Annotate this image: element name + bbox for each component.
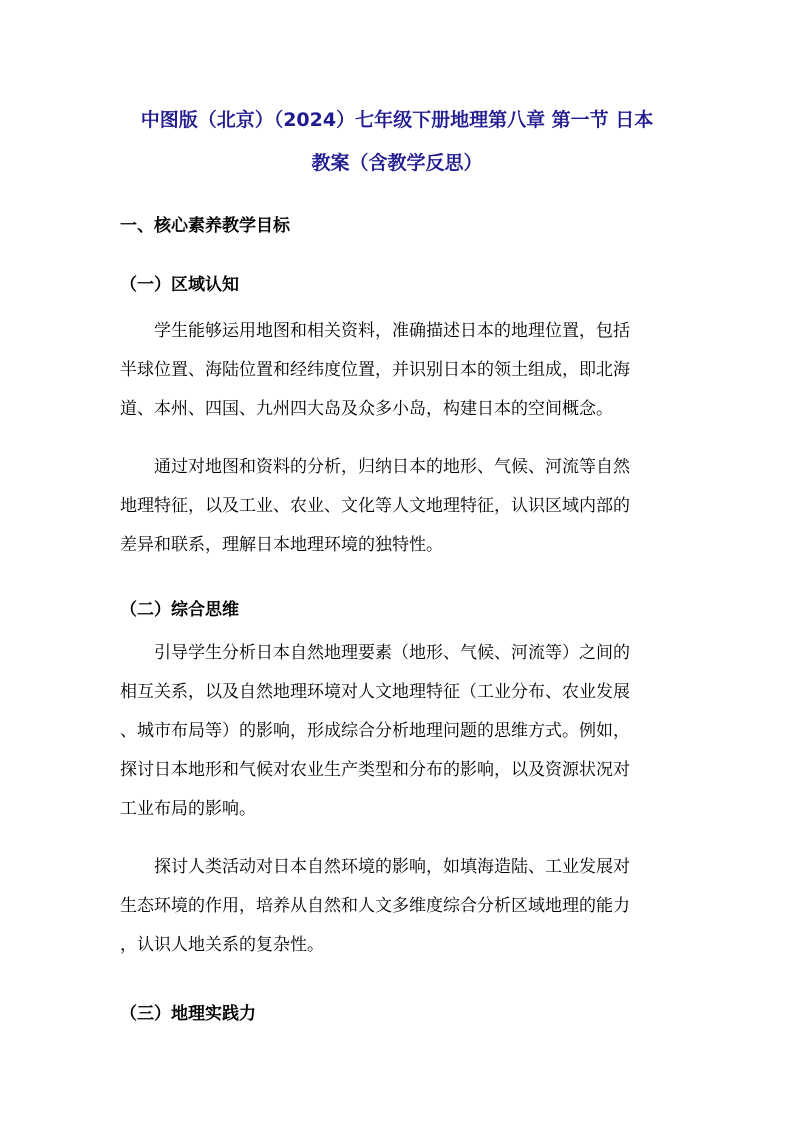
subsection-heading-practice-ability: （三）地理实践力 xyxy=(120,1004,256,1024)
paragraph-line: ，认识人地关系的复杂性。 xyxy=(120,935,324,955)
paragraph-line: 探讨人类活动对日本自然环境的影响，如填海造陆、工业发展对 xyxy=(120,857,630,877)
paragraph-line: 差异和联系，理解日本地理环境的独特性。 xyxy=(120,535,443,555)
paragraph-regional-cognition-1 xyxy=(120,312,676,429)
paragraph-line: 相互关系，以及自然地理环境对人文地理特征（工业分布、农业发展 xyxy=(120,682,630,702)
paragraph-line: 地理特征，以及工业、农业、文化等人文地理特征，认识区域内部的 xyxy=(120,496,630,516)
paragraph-line: 半球位置、海陆位置和经纬度位置，并识别日本的领土组成，即北海 xyxy=(120,360,630,380)
document-title-line2: 教案（含教学反思） xyxy=(311,152,483,174)
paragraph-integrated-thinking-1 xyxy=(120,634,676,829)
paragraph-line: 通过对地图和资料的分析，归纳日本的地形、气候、河流等自然 xyxy=(120,457,630,477)
subsection-heading-integrated-thinking: （二）综合思维 xyxy=(120,600,239,620)
paragraph-line: 引导学生分析日本自然地理要素（地形、气候、河流等）之间的 xyxy=(120,643,630,663)
paragraph-integrated-thinking-2 xyxy=(120,848,676,965)
paragraph-line: 工业布局的影响。 xyxy=(120,799,256,819)
paragraph-regional-cognition-2 xyxy=(120,448,676,565)
paragraph-line: 道、本州、四国、九州四大岛及众多小岛，构建日本的空间概念。 xyxy=(120,399,613,419)
paragraph-line: 探讨日本地形和气候对农业生产类型和分布的影响，以及资源状况对 xyxy=(120,760,630,780)
section-heading-objectives: 一、核心素养教学目标 xyxy=(120,216,290,236)
paragraph-line: 生态环境的作用，培养从自然和人文多维度综合分析区域地理的能力 xyxy=(120,896,630,916)
paragraph-line: 学生能够运用地图和相关资料，准确描述日本的地理位置，包括 xyxy=(120,321,630,341)
document-title-line1: 中图版（北京）（2024）七年级下册地理第八章 第一节 日本 xyxy=(140,109,654,131)
subsection-heading-regional-cognition: （一）区域认知 xyxy=(120,275,239,295)
paragraph-line: 、城市布局等）的影响，形成综合分析地理问题的思维方式。例如， xyxy=(120,721,630,741)
